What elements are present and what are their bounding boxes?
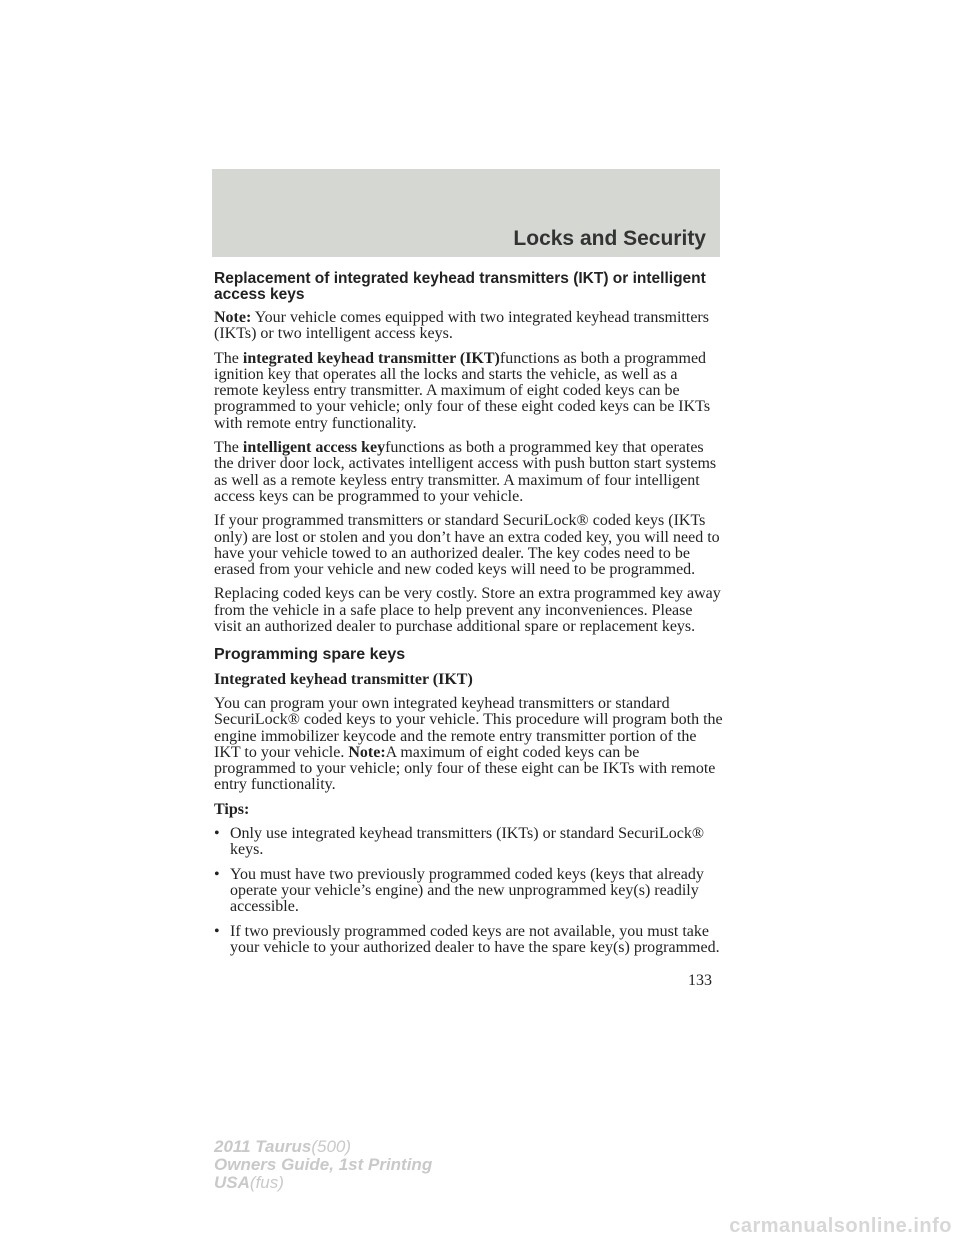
iak-prefix: The bbox=[214, 439, 243, 457]
footer-market: USA bbox=[214, 1173, 250, 1192]
page-number: 133 bbox=[688, 972, 712, 989]
replacement-heading: Replacement of integrated keyhead transmitters (IKT) or intelligent access keys bbox=[214, 270, 706, 303]
note-label: Note: bbox=[214, 309, 252, 326]
footer-line-1 bbox=[214, 1138, 432, 1156]
note-text: Your vehicle comes equipped with two integrated keyhead transmitters (IKTs) or two intelligent access keys. bbox=[214, 309, 709, 343]
tips-label: Tips: bbox=[214, 800, 250, 818]
ikt-prefix: The bbox=[214, 349, 243, 367]
footer-model: 2011 Taurus bbox=[214, 1137, 312, 1156]
section-title: Locks and Security bbox=[513, 227, 706, 250]
iak-description: functions as both a programmed key that operates the driver door lock, activates intelligent access with push button start systems as well as a remote keyless entry transmitter. A maximum of four intelligent access keys can be programmed to your vehicle. bbox=[214, 439, 717, 505]
footer-line-2: Owners Guide, 1st Printing bbox=[214, 1155, 433, 1174]
ikt-paragraph bbox=[214, 351, 724, 432]
programming-intro-paragraph bbox=[214, 696, 724, 794]
tip-item: • You must have two previously programmed coded keys (keys that already operate your vehicle’s engine) and the new unprogrammed key(s) readily accessible. bbox=[214, 867, 724, 916]
intelligent-key-paragraph bbox=[214, 440, 724, 505]
footer-model-code: (500) bbox=[311, 1137, 352, 1156]
programming-intro-text: You can program your own integrated keyhead transmitters or standard SecuriLock® coded keys to your vehicle. This procedure will program both the engine immobilizer keycode and the remote entry transmitter portion of the IKT to your vehicle. bbox=[214, 694, 723, 761]
ikt-description: functions as both a programmed ignition key that operates all the locks and starts the vehicle, as well as a remote keyless entry transmitter. A maximum of eight coded keys can be programmed to your vehicle; only four of these eight coded keys can be IKTs with remote entry functionality. bbox=[214, 349, 711, 432]
footer-market-code: (fus) bbox=[249, 1173, 284, 1192]
site-watermark: carmanualsonline.info bbox=[729, 1215, 952, 1237]
section-header-band bbox=[212, 169, 720, 257]
tips-label-paragraph bbox=[214, 802, 724, 818]
iak-term: intelligent access key bbox=[242, 439, 386, 457]
programming-heading: Programming spare keys bbox=[214, 646, 406, 664]
tips-list bbox=[214, 826, 724, 956]
page-content bbox=[214, 271, 724, 964]
costly-keys-paragraph: Replacing coded keys can be very costly. Store an extra programmed key away from the vehicle in a safe place to help prevent any inconveniences. Please visit an authorized dealer to purchase additional spare or replacement keys. bbox=[214, 585, 721, 636]
tip-item: • If two previously programmed coded keys are not available, you must take your vehicle to your authorized dealer to have the spare key(s) programmed. bbox=[214, 924, 724, 957]
lost-keys-paragraph: If your programmed transmitters or standard SecuriLock® coded keys (IKTs only) are lost or stolen and you don’t have an extra coded key, you will need to have your vehicle towed to an authorized dealer. The key codes need to be erased from your vehicle and new coded keys will need to be programmed. bbox=[214, 512, 720, 579]
ikt-term: integrated keyhead transmitter (IKT) bbox=[242, 349, 500, 367]
note-paragraph bbox=[214, 310, 724, 343]
print-footer bbox=[214, 1138, 432, 1192]
programming-note-text: A maximum of eight coded keys can be programmed to your vehicle; only four of these eight can be IKTs with remote entry functionality. bbox=[214, 743, 716, 794]
ikt-subheading: Integrated keyhead transmitter (IKT) bbox=[214, 670, 473, 688]
footer-line-3 bbox=[214, 1174, 432, 1192]
tip-item: • Only use integrated keyhead transmitters (IKTs) or standard SecuriLock® keys. bbox=[214, 826, 724, 859]
programming-note-label: Note: bbox=[348, 743, 386, 761]
